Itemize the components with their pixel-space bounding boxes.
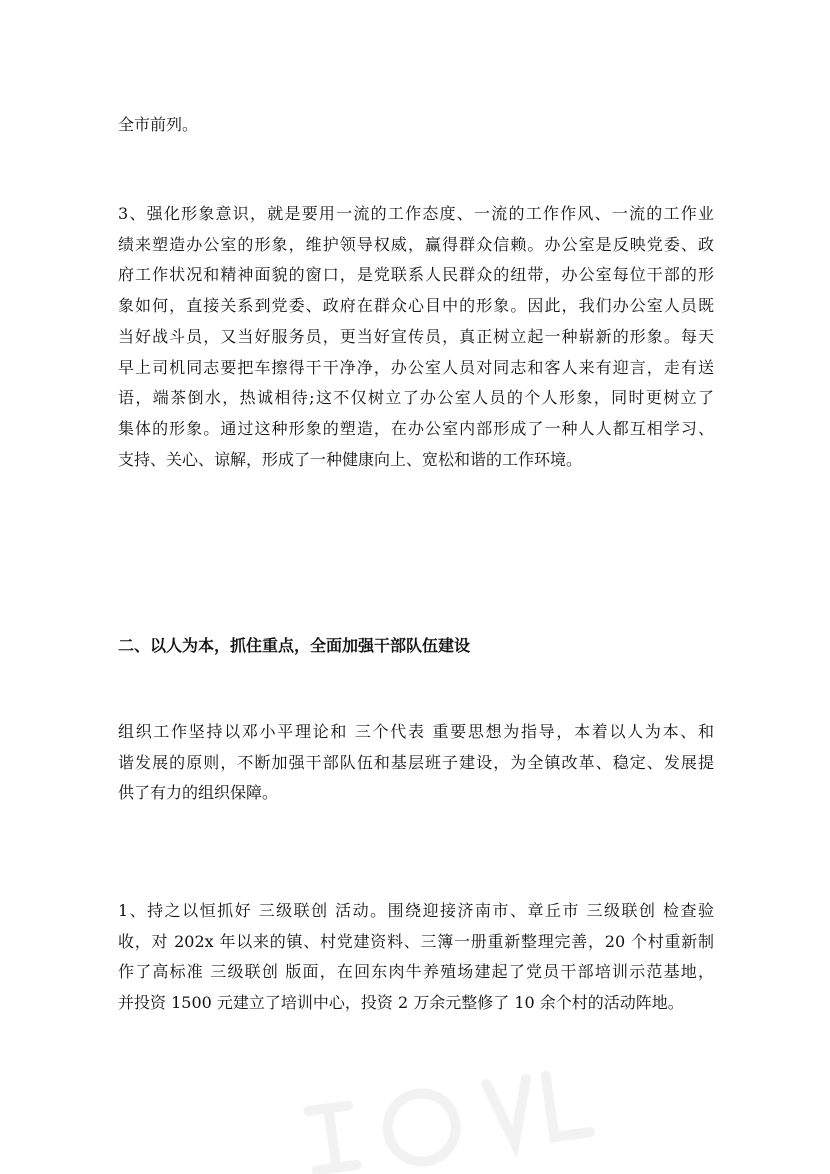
paragraph-continuation — [118, 110, 714, 141]
text-line: 全市前列。 — [118, 115, 199, 134]
text-line: 3、强化形象意识，就是要用一流的工作态度、一流的工作作风、一流的工作业 — [118, 204, 714, 223]
text-line: 并投资 1500 元建立了培训中心，投资 2 万余元整修了 10 余个村的活动阵地。 — [118, 993, 684, 1013]
text-line: 收，对 202x 年以来的镇、村党建资料、三簿一册重新整理完善，20 个村重新制 — [118, 931, 714, 951]
watermark-graphic — [250, 1050, 670, 1174]
text-line: 供了有力的组织保障。 — [118, 783, 279, 803]
text-line: 早上司机同志要把车擦得干干净净，办公室人员对同志和客人来有迎言，走有送 — [118, 357, 714, 377]
paragraph-image-awareness — [118, 199, 714, 475]
text-line: 组织工作坚持以邓小平理论和 三个代表 重要思想为指导，本着以人为本、和 — [118, 722, 714, 741]
paragraph-organization-work — [118, 717, 714, 809]
text-line: 府工作状况和精神面貌的窗口，是党联系人民群众的纽带，办公室每位干部的形 — [118, 265, 714, 285]
section-heading-text: 二、以人为本，抓住重点，全面加强干部队伍建设 — [118, 636, 471, 655]
text-line: 集体的形象。通过这种形象的塑造，在办公室内部形成了一种人人都互相学习、 — [118, 418, 714, 438]
text-line: 语，端茶倒水，热诚相待;这不仅树立了办公室人员的个人形象，同时更树立了 — [118, 388, 714, 408]
text-line: 支持、关心、谅解，形成了一种健康向上、宽松和谐的工作环境。 — [118, 449, 583, 469]
text-line: 作了高标准 三级联创 版面，在回东肉牛养殖场建起了党员干部培训示范基地， — [118, 962, 714, 982]
text-line: 当好战斗员，又当好服务员，更当好宣传员，真正树立起一种崭新的形象。每天 — [118, 326, 714, 346]
paragraph-three-level-campaign — [118, 896, 714, 1019]
text-line: 绩来塑造办公室的形象，维护领导权威，赢得群众信赖。办公室是反映党委、政 — [118, 234, 714, 254]
text-line: 谐发展的原则，不断加强干部队伍和基层班子建设，为全镇改革、稳定、发展提 — [118, 752, 714, 772]
section-heading — [118, 631, 714, 662]
text-line: 1、持之以恒抓好 三级联创 活动。围绕迎接济南市、章丘市 三级联创 检查验 — [118, 901, 714, 920]
text-line: 象如何，直接关系到党委、政府在群众心目中的形象。因此，我们办公室人员既 — [118, 296, 714, 316]
